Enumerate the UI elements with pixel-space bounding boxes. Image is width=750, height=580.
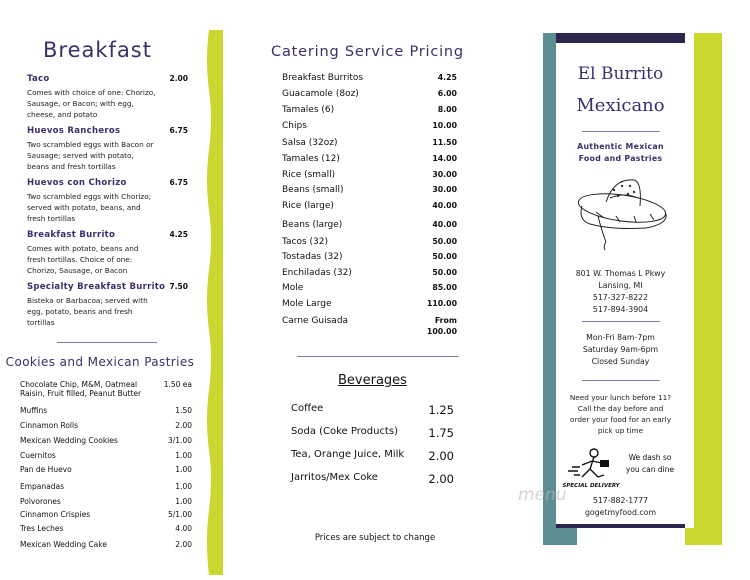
- brand-name-line2: Mexicano: [576, 95, 665, 116]
- menu-item-desc: Two scrambled eggs with Bacon or Sausage; served with potato, beans and fresh tortillas: [27, 140, 154, 171]
- delivery-note: We dash so you can dine: [625, 453, 675, 474]
- website-link[interactable]: gogetmyfood.com: [584, 508, 657, 517]
- delivery-runner-icon: [560, 445, 622, 490]
- pastries-title: Cookies and Mexican Pastries: [5, 355, 195, 369]
- table-row: Mole Large 110.00: [282, 299, 457, 309]
- watermark: menu: [518, 485, 567, 505]
- address: 801 W. Thomas L Pkwy Lansing, MI 517-327-8222 517-894-3904: [575, 269, 666, 314]
- list-item: Cinnamon Crispies 5/1.00: [20, 510, 192, 519]
- list-item: Mexican Wedding Cookies 3/1.00: [20, 436, 192, 445]
- divider: [297, 356, 459, 357]
- menu-item-price: 4.25: [169, 230, 188, 239]
- wavy-divider: [203, 30, 223, 575]
- table-row: Guacamole (8oz) 6.00: [282, 89, 457, 99]
- menu-item-desc: Comes with choice of one: Chorizo, Sausage, or Bacon; with egg, cheese, and potato: [27, 88, 156, 119]
- sombrero-icon: [576, 172, 674, 254]
- brand-name-line1: El Burrito: [577, 64, 664, 84]
- menu-item-price: 6.75: [169, 126, 188, 135]
- list-item: Pan de Huevo 1.00: [20, 465, 192, 474]
- breakfast-title: Breakfast: [43, 38, 152, 62]
- delivery-contact: 517-882-1777 gogetmyfood.com: [556, 495, 685, 519]
- list-item: Polvorones 1.00: [20, 497, 192, 506]
- menu-item-name: Breakfast Burrito: [27, 230, 116, 240]
- list-item: Empanadas 1.00: [20, 482, 192, 491]
- list-item: Cinnamon Rolls 2.00: [20, 421, 192, 430]
- delivery-logo-text: SPECIAL DELIVERY: [562, 483, 620, 489]
- list-item: Muffins 1.50: [20, 406, 192, 415]
- panel-top-bar: [556, 33, 685, 43]
- menu-item-price: 2.00: [169, 74, 188, 83]
- table-row: Rice (small) 30.00: [282, 170, 457, 180]
- divider: [582, 131, 660, 132]
- table-row: Breakfast Burritos 4.25: [282, 73, 457, 83]
- table-row: Chips 10.00: [282, 121, 457, 131]
- table-row: Beans (large) 40.00: [282, 220, 457, 230]
- divider: [582, 380, 660, 381]
- table-row: Soda (Coke Products) 1.75: [291, 426, 454, 440]
- table-row: Tea, Orange Juice, Milk 2.00: [291, 449, 454, 463]
- table-row: Jarritos/Mex Coke 2.00: [291, 472, 454, 486]
- divider: [582, 321, 660, 322]
- tagline: Authentic Mexican Food and Pastries: [577, 142, 664, 163]
- table-row: Salsa (32oz) 11.50: [282, 138, 457, 148]
- menu-item-name: Huevos Rancheros: [27, 126, 121, 136]
- beverages-title: Beverages: [338, 373, 407, 388]
- list-item: Chocolate Chip, M&M, Oatmeal Raisin, Fruit filled, Peanut Butter 1.50 ea: [20, 380, 192, 398]
- divider: [57, 342, 157, 343]
- table-row: Beans (small) 30.00: [282, 185, 457, 195]
- menu-item-desc: Bisteka or Barbacoa; served with egg, potato, beans and fresh tortillas: [27, 296, 148, 327]
- table-row: Enchiladas (32) 50.00: [282, 268, 457, 278]
- menu-item-desc: Two scrambled eggs with Chorizo; served with potato, beans, and fresh tortillas: [27, 192, 152, 223]
- table-row: Tamales (12) 14.00: [282, 154, 457, 164]
- table-row: Rice (large) 40.00: [282, 201, 457, 211]
- menu-item-name: Huevos con Chorizo: [27, 178, 127, 188]
- table-row: Mole 85.00: [282, 283, 457, 293]
- catering-title: Catering Service Pricing: [271, 44, 464, 60]
- menu-item-name: Specialty Breakfast Burrito: [27, 282, 166, 292]
- hours: Mon-Fri 8am-7pm Saturday 9am-6pm Closed Sunday: [582, 333, 659, 366]
- table-row: Coffee 1.25: [291, 403, 454, 417]
- table-row: Carne Guisada From 100.00: [282, 316, 457, 336]
- panel-bottom-bar: [556, 524, 685, 528]
- lunch-note: Need your lunch before 11? Call the day before and order your food for an early pick up time: [569, 393, 672, 435]
- menu-item-desc: Comes with potato, beans and fresh tortillas. Choice of one: Chorizo, Sausage, or Bacon: [27, 244, 139, 275]
- list-item: Mexican Wedding Cake 2.00: [20, 540, 192, 549]
- menu-item-price: 6.75: [169, 178, 188, 187]
- list-item: Cuernitos 1.00: [20, 451, 192, 460]
- table-row: Tamales (6) 8.00: [282, 105, 457, 115]
- menu-item-price: 7.50: [169, 282, 188, 291]
- table-row: Tacos (32) 50.00: [282, 237, 457, 247]
- menu-item-name: Taco: [27, 74, 50, 84]
- table-row: Tostadas (32) 50.00: [282, 252, 457, 262]
- list-item: Tres Leches 4.00: [20, 524, 192, 533]
- price-note: Prices are subject to change: [314, 533, 436, 543]
